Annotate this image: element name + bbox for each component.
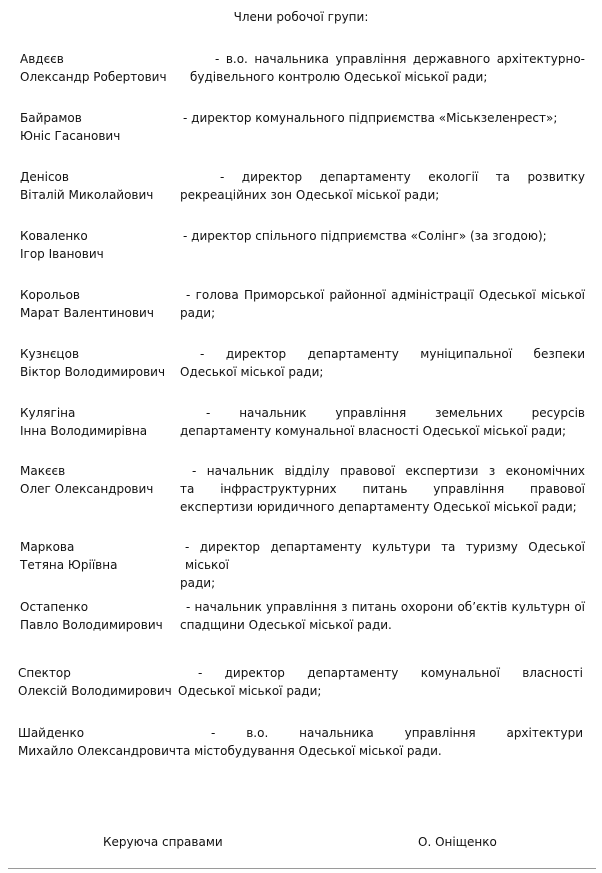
member-entry xyxy=(20,538,585,590)
member-position: - директор департаменту екології та розвитку рекреаційних зон Одеської міської ради; xyxy=(180,170,585,202)
member-entry xyxy=(20,227,585,267)
member-name: Кулягіна Інна Володимирівна xyxy=(20,406,148,438)
member-name: Шайденко Михайло Олександрович xyxy=(18,726,176,758)
member-position: - начальник відділу правової експертизи з економічних та інфраструктурних питань управління правової експертизи юридичного департаменту Одеської міської ради; xyxy=(180,464,585,514)
member-entry xyxy=(20,286,585,326)
member-entry xyxy=(20,50,585,90)
member-position: - директор департаменту комунальної власності Одеської міської ради; xyxy=(178,666,583,698)
member-name: Кузнєцов Віктор Володимирович xyxy=(20,347,166,379)
member-name: Остапенко Павло Володимирович xyxy=(20,600,163,632)
member-position: - начальник управління з питань охорони об’єктів культурн ої спадщини Одеської міської ради. xyxy=(180,600,585,632)
member-entry xyxy=(20,462,585,518)
member-position: - в.о. начальника управління державного архітектурно- будівельного контролю Одеської міської ради; xyxy=(190,52,585,84)
member-name: Спектор Олексій Володимирович xyxy=(18,666,172,698)
member-entry xyxy=(18,664,583,704)
member-entry xyxy=(18,724,583,764)
member-entry xyxy=(20,598,585,638)
member-position: - директор департаменту культури та туризму Одеської міської ради; xyxy=(180,540,585,590)
signatory-role: Керуюча справами xyxy=(103,835,223,849)
member-entry xyxy=(20,345,585,385)
member-name: Маркова Тетяна Юріївна xyxy=(20,540,118,572)
member-entry xyxy=(20,168,585,208)
signatory-name: О. Оніщенко xyxy=(418,835,497,849)
member-position: - директор спільного підприємства «Солінг» (за згодою); xyxy=(183,229,547,243)
member-position: - директор департаменту муніципальної безпеки Одеської міської ради; xyxy=(180,347,585,379)
member-position: - начальник управління земельних ресурсів департаменту комунальної власності Одеської міської ради; xyxy=(180,406,585,438)
member-name: Байрамов Юніс Гасанович xyxy=(20,111,121,143)
member-position: - в.о. начальника управління архітектури та містобудування Одеської міської ради. xyxy=(176,726,583,758)
member-entry xyxy=(20,404,585,444)
member-name: Авдєєв Олександр Робертович xyxy=(20,52,167,84)
document-title: Члени робочої групи: xyxy=(233,10,369,24)
member-name: Макєєв Олег Олександрович xyxy=(20,464,154,496)
member-position: - директор комунального підприємства «Міськзеленрест»; xyxy=(183,111,558,125)
member-entry xyxy=(20,109,585,149)
member-name: Корольов Марат Валентинович xyxy=(20,288,154,320)
member-position: - голова Приморської районної адміністрації Одеської міської ради; xyxy=(180,288,585,320)
member-name: Коваленко Ігор Іванович xyxy=(20,229,104,261)
member-name: Денісов Віталій Миколайович xyxy=(20,170,154,202)
page-divider xyxy=(8,868,596,869)
